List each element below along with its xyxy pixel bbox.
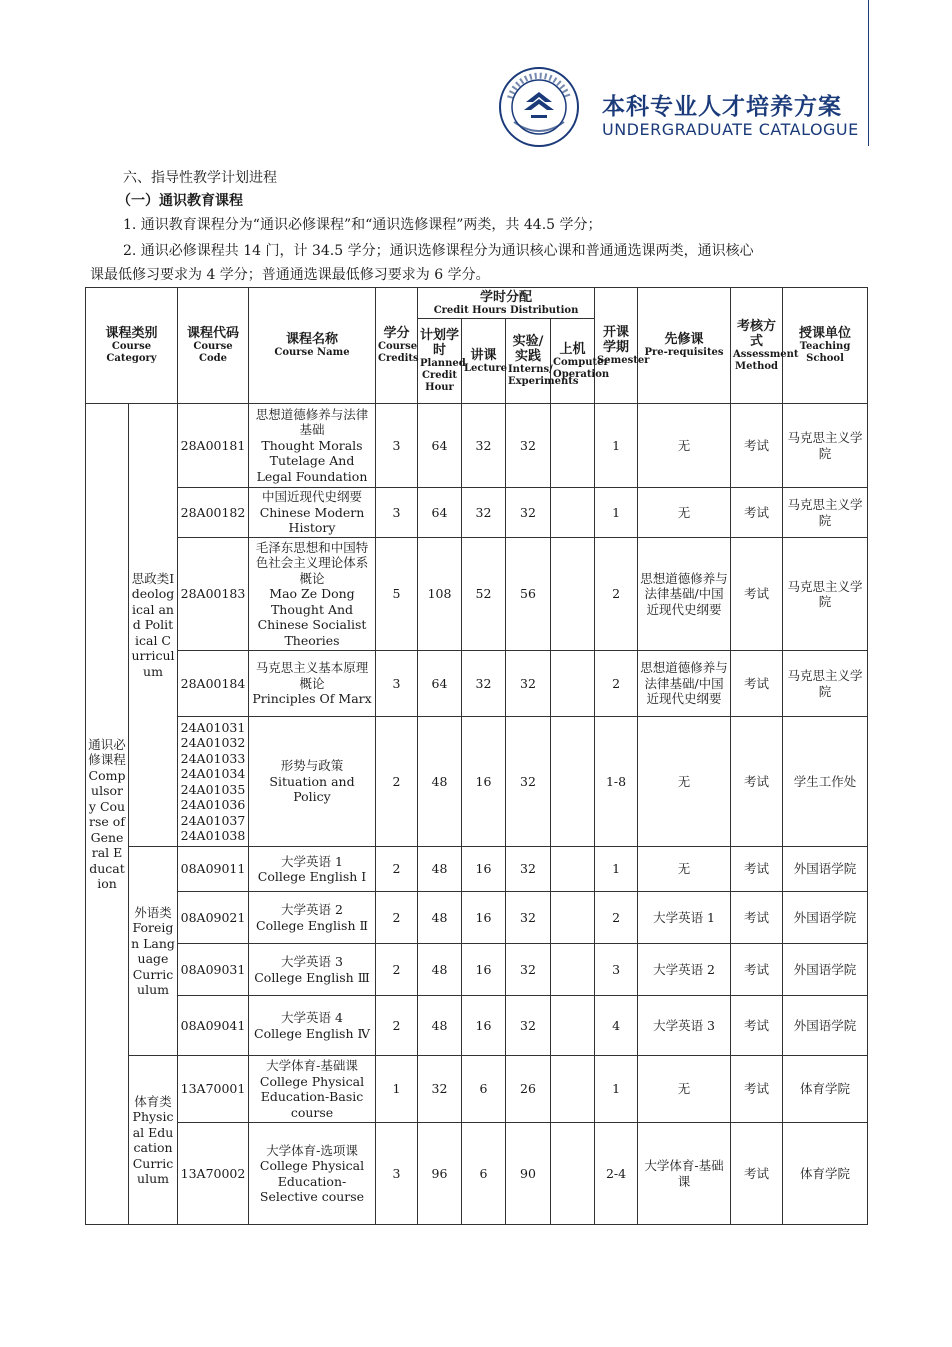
teaching-school: 马克思主义学院 (783, 488, 868, 538)
category-main: 通识必修课程Compulsory Course of General Education (86, 404, 129, 1225)
assessment: 考试 (731, 651, 783, 717)
header-lecture: 讲课 Lecture (462, 319, 506, 404)
planned-hours: 48 (418, 847, 462, 892)
course-code: 13A70002 (178, 1123, 249, 1225)
planned-hours: 48 (418, 944, 462, 996)
planned-hours: 64 (418, 651, 462, 717)
assessment: 考试 (731, 847, 783, 892)
semester: 1 (595, 1056, 638, 1123)
credit: 3 (376, 651, 418, 717)
course-name: 大学英语 4 College English Ⅳ (249, 996, 376, 1056)
teaching-school: 马克思主义学院 (783, 651, 868, 717)
computer-hours (551, 651, 595, 717)
lecture-hours: 16 (462, 996, 506, 1056)
credit: 2 (376, 996, 418, 1056)
course-name: 中国近现代史纲要 Chinese Modern History (249, 488, 376, 538)
header-planned: 计划学时 Planned Credit Hour (418, 319, 462, 404)
intern-hours: 56 (506, 538, 551, 651)
table-row (86, 651, 868, 717)
brand-title-cn: 本科专业人才培养方案 (602, 94, 842, 120)
course-name: 大学体育-选项课 College Physical Education-Selective course (249, 1123, 376, 1225)
header-prereq: 先修课 Pre-requisites (638, 288, 731, 404)
lecture-hours: 16 (462, 717, 506, 847)
course-name: 大学英语 2 College English Ⅱ (249, 892, 376, 944)
course-code: 28A00182 (178, 488, 249, 538)
course-code: 08A09021 (178, 892, 249, 944)
computer-hours (551, 996, 595, 1056)
table-row (86, 1123, 868, 1225)
prerequisite: 无 (638, 404, 731, 488)
assessment: 考试 (731, 892, 783, 944)
computer-hours (551, 944, 595, 996)
teaching-school: 体育学院 (783, 1123, 868, 1225)
lecture-hours: 52 (462, 538, 506, 651)
lecture-hours: 16 (462, 892, 506, 944)
course-code: 08A09011 (178, 847, 249, 892)
intern-hours: 26 (506, 1056, 551, 1123)
section-title: 六、指导性教学计划进程 (123, 170, 277, 186)
lecture-hours: 32 (462, 651, 506, 717)
course-code: 28A00181 (178, 404, 249, 488)
category-physical-education: 体育类Physical Education Curriculum (129, 1056, 178, 1225)
assessment: 考试 (731, 404, 783, 488)
prerequisite: 大学英语 2 (638, 944, 731, 996)
table-row (86, 488, 868, 538)
assessment: 考试 (731, 717, 783, 847)
header-code: 课程代码 Course Code (178, 288, 249, 404)
brand-title-en: UNDERGRADUATE CATALOGUE (602, 120, 859, 139)
sub-title: （一）通识教育课程 (117, 193, 243, 209)
intern-hours: 32 (506, 404, 551, 488)
intern-hours: 32 (506, 996, 551, 1056)
semester: 2 (595, 651, 638, 717)
header-divider (868, 0, 869, 146)
intern-hours: 32 (506, 717, 551, 847)
credit: 5 (376, 538, 418, 651)
prerequisite: 无 (638, 717, 731, 847)
header-semester: 开课学期 Semester (595, 288, 638, 404)
intern-hours: 32 (506, 892, 551, 944)
lecture-hours: 6 (462, 1123, 506, 1225)
prerequisite: 大学英语 3 (638, 996, 731, 1056)
planned-hours: 108 (418, 538, 462, 651)
intern-hours: 32 (506, 651, 551, 717)
lecture-hours: 16 (462, 847, 506, 892)
teaching-school: 体育学院 (783, 1056, 868, 1123)
semester: 2 (595, 538, 638, 651)
course-code: 28A00184 (178, 651, 249, 717)
assessment: 考试 (731, 944, 783, 996)
course-code-list: 24A01031 24A01032 24A01033 24A01034 24A01035 24A01036 24A01037 24A01038 (178, 717, 249, 847)
course-code: 08A09031 (178, 944, 249, 996)
credit: 3 (376, 1123, 418, 1225)
semester: 1 (595, 847, 638, 892)
prerequisite: 大学英语 1 (638, 892, 731, 944)
paragraph-2b: 课最低修习要求为 4 学分；普通通选课最低修习要求为 6 学分。 (90, 267, 490, 283)
planned-hours: 64 (418, 404, 462, 488)
table-row (86, 944, 868, 996)
prerequisite: 无 (638, 847, 731, 892)
assessment: 考试 (731, 996, 783, 1056)
table-row (86, 717, 868, 847)
paragraph-2a: 2. 通识必修课程共 14 门，计 34.5 学分；通识选修课程分为通识核心课和普通通选课两类，通识核心 (123, 243, 754, 259)
course-name: 大学英语 3 College English Ⅲ (249, 944, 376, 996)
header-distribution: 学时分配 Credit Hours Distribution (418, 288, 595, 319)
intern-hours: 32 (506, 944, 551, 996)
table-row (86, 996, 868, 1056)
lecture-hours: 16 (462, 944, 506, 996)
intern-hours: 90 (506, 1123, 551, 1225)
computer-hours (551, 717, 595, 847)
header-credit: 学分 Course Credits (376, 288, 418, 404)
paragraph-1: 1. 通识教育课程分为“通识必修课程”和“通识选修课程”两类，共 44.5 学分； (123, 217, 602, 233)
header-row-1 (86, 288, 868, 319)
assessment: 考试 (731, 1056, 783, 1123)
computer-hours (551, 1056, 595, 1123)
teaching-school: 外国语学院 (783, 892, 868, 944)
header-assessment: 考核方式 Assessment Method (731, 288, 783, 404)
lecture-hours: 6 (462, 1056, 506, 1123)
teaching-school: 外国语学院 (783, 847, 868, 892)
credit: 2 (376, 944, 418, 996)
planned-hours: 96 (418, 1123, 462, 1225)
credit: 3 (376, 404, 418, 488)
header-category: 课程类别 Course Category (86, 288, 178, 404)
teaching-school: 外国语学院 (783, 996, 868, 1056)
prerequisite: 无 (638, 488, 731, 538)
semester: 1 (595, 404, 638, 488)
category-ideological: 思政类Ideological and Political Curriculum (129, 404, 178, 847)
semester: 4 (595, 996, 638, 1056)
credit: 1 (376, 1056, 418, 1123)
table-row (86, 847, 868, 892)
course-name: 思想道德修养与法律基础 Thought Morals Tutelage And Legal Foundation (249, 404, 376, 488)
semester: 1 (595, 488, 638, 538)
course-code: 28A00183 (178, 538, 249, 651)
credit: 2 (376, 847, 418, 892)
header-intern: 实验/实践 Interns/ Experiments (506, 319, 551, 404)
table-row (86, 404, 868, 488)
category-foreign-language: 外语类Foreign Language Curriculum (129, 847, 178, 1056)
lecture-hours: 32 (462, 404, 506, 488)
planned-hours: 48 (418, 892, 462, 944)
teaching-school: 外国语学院 (783, 944, 868, 996)
assessment: 考试 (731, 538, 783, 651)
prerequisite: 思想道德修养与法律基础/中国近现代史纲要 (638, 538, 731, 651)
table-row (86, 892, 868, 944)
assessment: 考试 (731, 488, 783, 538)
course-name: 形势与政策 Situation and Policy (249, 717, 376, 847)
credit: 2 (376, 717, 418, 847)
semester: 3 (595, 944, 638, 996)
credit: 3 (376, 488, 418, 538)
course-plan-table (85, 287, 868, 1225)
course-name: 大学英语 1 College English Ⅰ (249, 847, 376, 892)
semester: 1-8 (595, 717, 638, 847)
table-row (86, 1056, 868, 1123)
header-computer: 上机 Computer Operation (551, 319, 595, 404)
computer-hours (551, 488, 595, 538)
planned-hours: 64 (418, 488, 462, 538)
computer-hours (551, 538, 595, 651)
course-name: 马克思主义基本原理概论 Principles Of Marx (249, 651, 376, 717)
computer-hours (551, 404, 595, 488)
course-name: 大学体育-基础课 College Physical Education-Basic course (249, 1056, 376, 1123)
teaching-school: 马克思主义学院 (783, 538, 868, 651)
course-name: 毛泽东思想和中国特色社会主义理论体系概论 Mao Ze Dong Thought And Chinese Socialist Theories (249, 538, 376, 651)
teaching-school: 马克思主义学院 (783, 404, 868, 488)
computer-hours (551, 892, 595, 944)
university-seal-icon (498, 66, 580, 148)
prerequisite: 思想道德修养与法律基础/中国近现代史纲要 (638, 651, 731, 717)
computer-hours (551, 1123, 595, 1225)
lecture-hours: 32 (462, 488, 506, 538)
planned-hours: 48 (418, 717, 462, 847)
prerequisite: 无 (638, 1056, 731, 1123)
course-code: 08A09041 (178, 996, 249, 1056)
semester: 2-4 (595, 1123, 638, 1225)
intern-hours: 32 (506, 488, 551, 538)
credit: 2 (376, 892, 418, 944)
teaching-school: 学生工作处 (783, 717, 868, 847)
prerequisite: 大学体育-基础课 (638, 1123, 731, 1225)
computer-hours (551, 847, 595, 892)
header-name: 课程名称 Course Name (249, 288, 376, 404)
planned-hours: 32 (418, 1056, 462, 1123)
intern-hours: 32 (506, 847, 551, 892)
assessment: 考试 (731, 1123, 783, 1225)
semester: 2 (595, 892, 638, 944)
planned-hours: 48 (418, 996, 462, 1056)
header-school: 授课单位 Teaching School (783, 288, 868, 404)
course-code: 13A70001 (178, 1056, 249, 1123)
table-row (86, 538, 868, 651)
